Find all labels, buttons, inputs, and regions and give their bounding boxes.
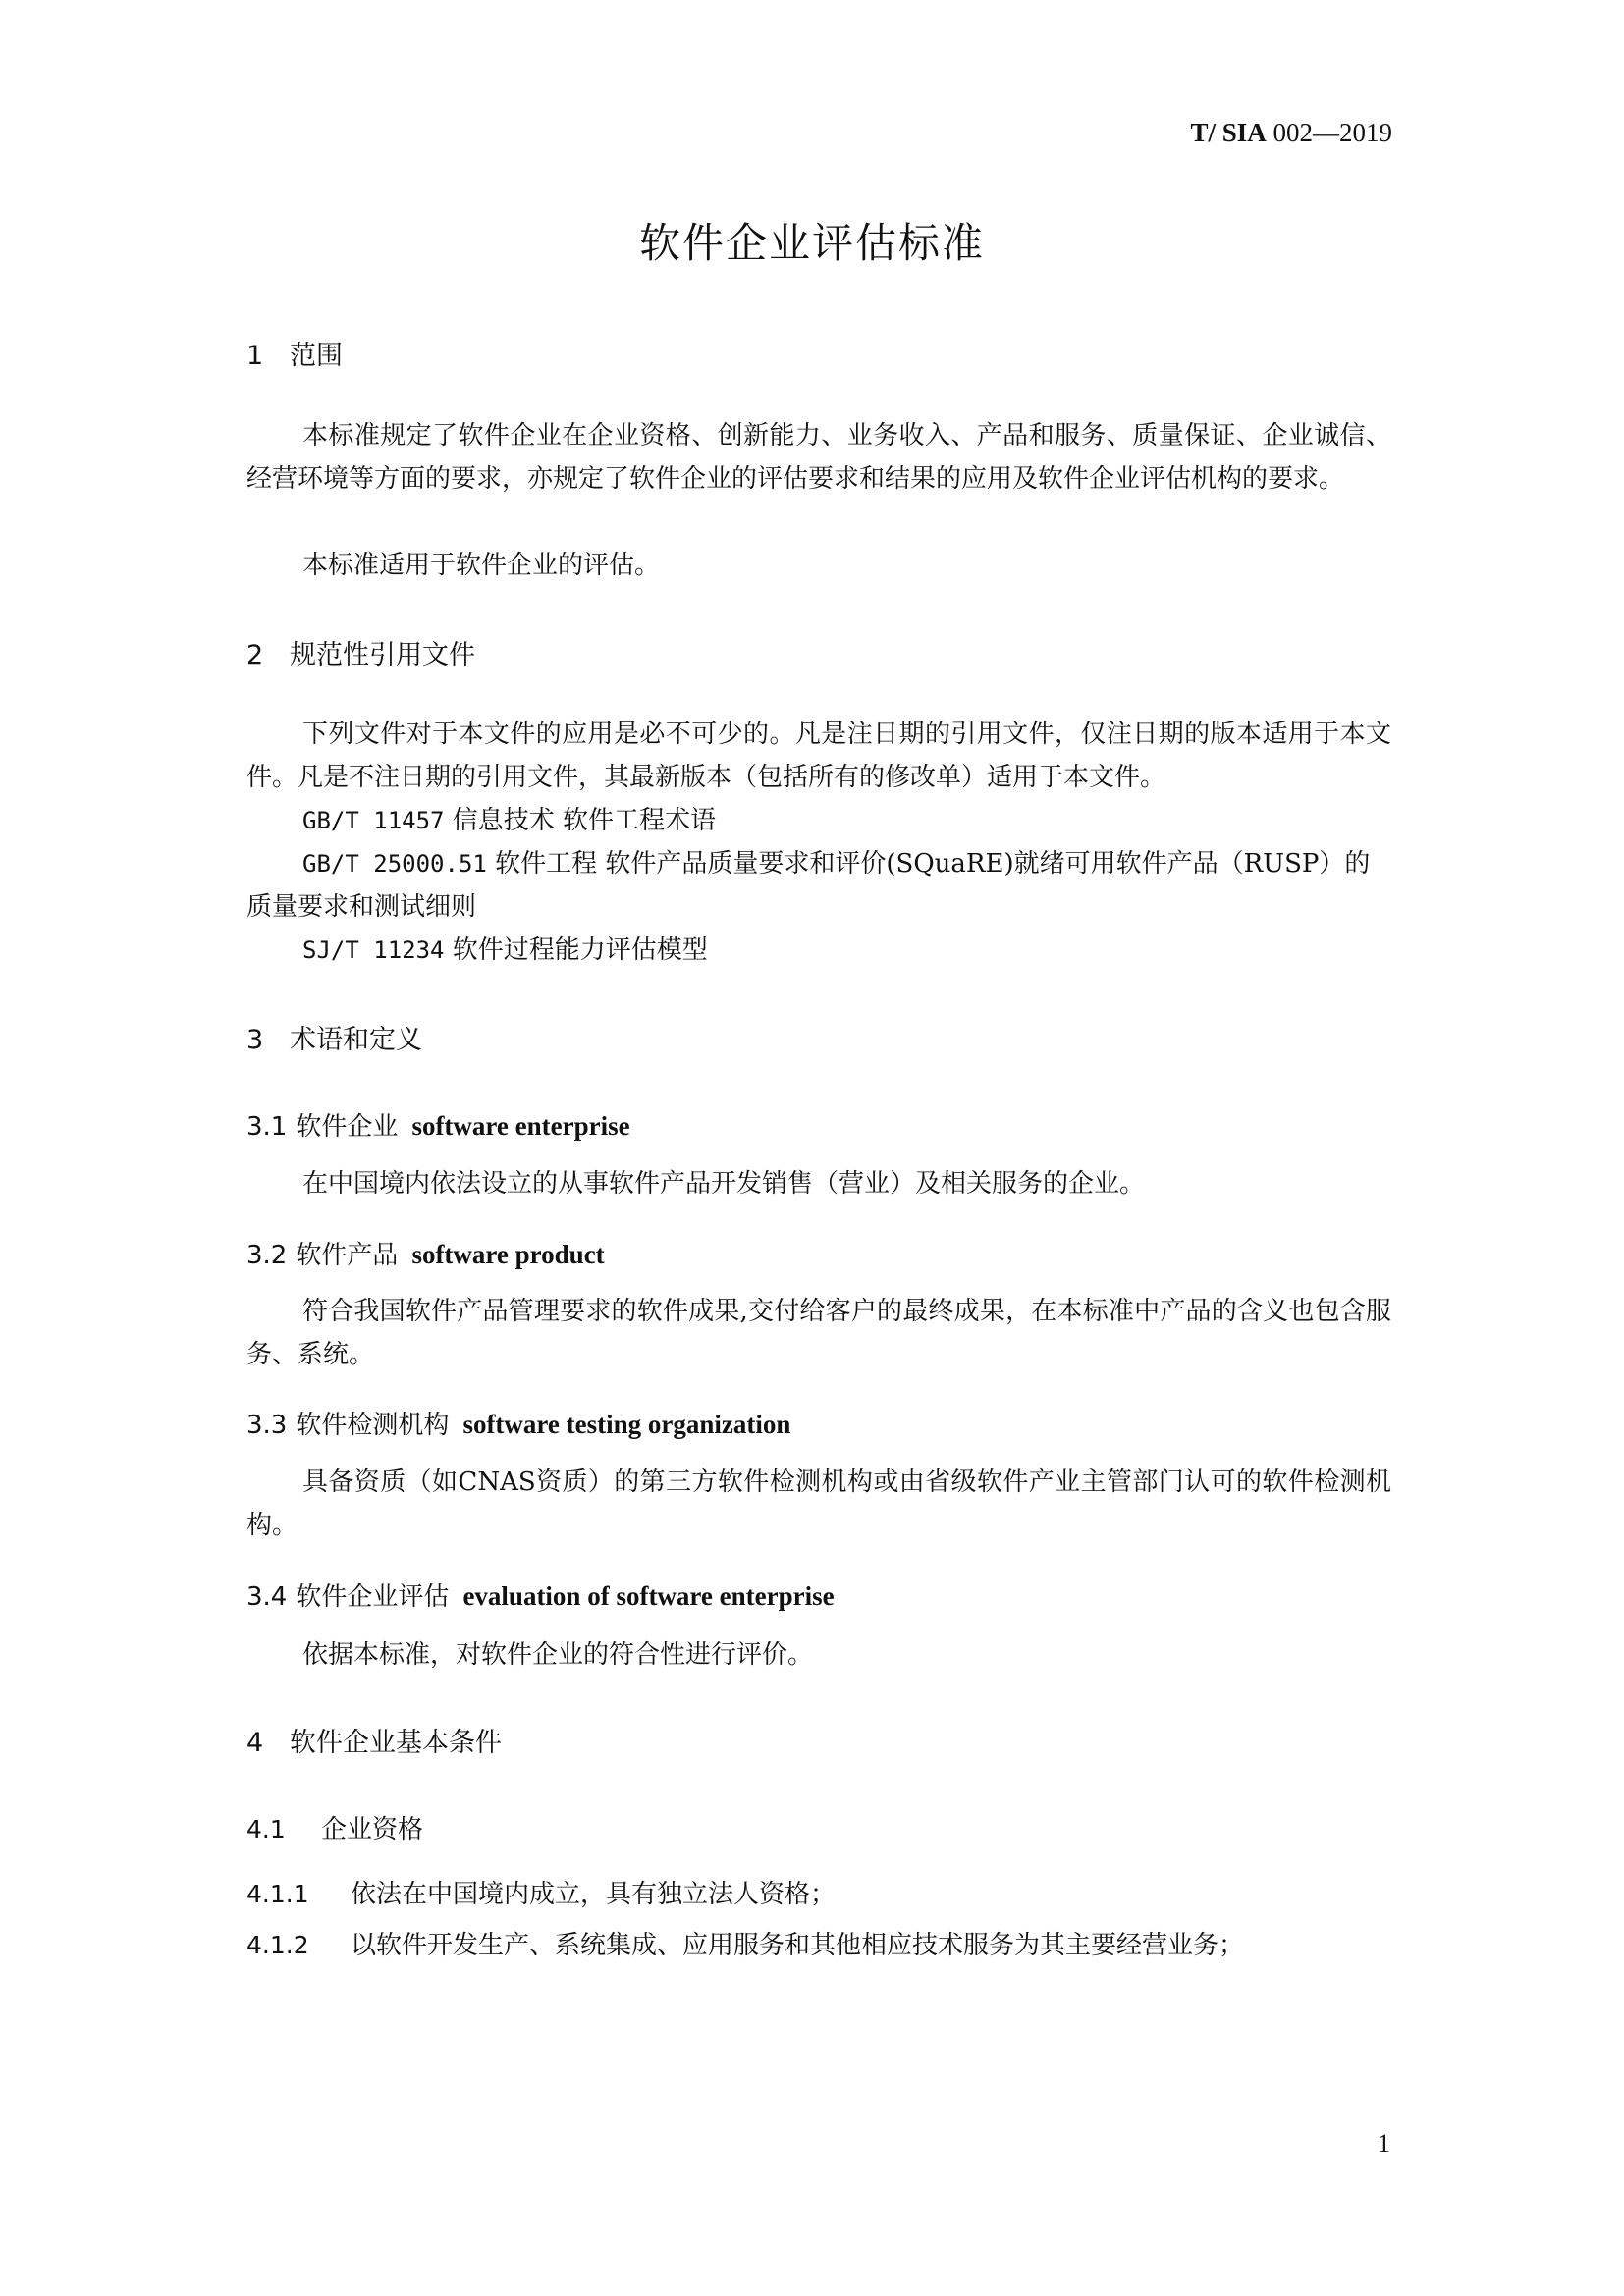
section-3-heading xyxy=(246,1018,1391,1056)
section-number: 1 xyxy=(246,341,264,371)
reference-title: 软件工程 软件产品质量要求和评价(SQuaRE)就绪可用软件产品（RUSP）的质量要求和测试细则 xyxy=(246,849,1371,922)
term-number: 3.2 xyxy=(246,1241,288,1270)
term-heading xyxy=(246,1576,1391,1613)
term-definition: 符合我国软件产品管理要求的软件成果,交付给客户的最终成果，在本标准中产品的含义也包含服务、系统。 xyxy=(246,1297,1391,1369)
term-chinese: 软件产品 xyxy=(296,1241,399,1270)
section-title: 范围 xyxy=(290,341,343,371)
clause-item xyxy=(246,1874,1391,1910)
term-definition: 依据本标准，对软件企业的符合性进行评价。 xyxy=(302,1640,814,1670)
section-2-para-1: 下列文件对于本文件的应用是必不可少的。凡是注日期的引用文件，仅注日期的版本适用于本文件。凡是不注日期的引用文件，其最新版本（包括所有的修改单）适用于本文件。 xyxy=(246,720,1391,792)
term-heading xyxy=(246,1106,1391,1143)
clause-text: 依法在中国境内成立，具有独立法人资格； xyxy=(351,1880,837,1909)
term-english: software enterprise xyxy=(411,1111,630,1141)
clause-text: 以软件开发生产、系统集成、应用服务和其他相应技术服务为其主要经营业务； xyxy=(351,1931,1245,1960)
subsection-number: 4.1 xyxy=(246,1815,286,1843)
reference-item xyxy=(246,799,1391,842)
standard-number: 002—2019 xyxy=(1266,118,1392,147)
section-number: 4 xyxy=(246,1728,264,1758)
reference-item xyxy=(246,929,1391,972)
term-heading xyxy=(246,1405,1391,1441)
term-definition: 具备资质（如CNAS资质）的第三方软件检测机构或由省级软件产业主管部门认可的软件检测机构。 xyxy=(246,1468,1391,1540)
reference-title: 信息技术 软件工程术语 xyxy=(444,806,717,835)
term-number: 3.4 xyxy=(246,1582,288,1612)
term-number: 3.3 xyxy=(246,1411,288,1440)
reference-item xyxy=(246,842,1391,929)
section-title: 规范性引用文件 xyxy=(290,640,475,670)
term-definition: 在中国境内依法设立的从事软件产品开发销售（营业）及相关服务的企业。 xyxy=(302,1169,1146,1199)
term-english: evaluation of software enterprise xyxy=(462,1581,835,1611)
section-1-para-1: 本标准规定了软件企业在企业资格、创新能力、业务收入、产品和服务、质量保证、企业诚信、经营环境等方面的要求，亦规定了软件企业的评估要求和结果的应用及软件企业评估机构的要求。 xyxy=(246,421,1391,494)
standard-code xyxy=(1190,118,1392,148)
standard-prefix: T/ SIA xyxy=(1190,118,1267,147)
document-title: 软件企业评估标准 xyxy=(638,219,985,267)
term-english: software product xyxy=(411,1240,605,1269)
section-2-heading xyxy=(246,633,1391,671)
section-title: 术语和定义 xyxy=(290,1025,422,1055)
clause-number: 4.1.1 xyxy=(246,1880,309,1908)
clause-number: 4.1.2 xyxy=(246,1931,309,1959)
term-number: 3.1 xyxy=(246,1112,288,1142)
section-4-heading xyxy=(246,1721,1391,1759)
section-1-heading xyxy=(246,334,1391,372)
term-english: software testing organization xyxy=(462,1410,791,1439)
page-number: 1 xyxy=(1378,2129,1390,2158)
section-title: 软件企业基本条件 xyxy=(290,1728,502,1758)
section-number: 2 xyxy=(246,640,264,670)
reference-code: GB/T 25000.51 xyxy=(302,850,487,878)
term-chinese: 软件企业评估 xyxy=(296,1582,450,1612)
reference-code: SJ/T 11234 xyxy=(302,936,445,964)
reference-code: GB/T 11457 xyxy=(302,807,445,834)
subsection-4-1-heading xyxy=(246,1809,1391,1845)
clause-item xyxy=(246,1925,1391,1961)
term-chinese: 软件检测机构 xyxy=(296,1411,450,1440)
subsection-title: 企业资格 xyxy=(321,1815,424,1844)
term-heading xyxy=(246,1235,1391,1271)
section-number: 3 xyxy=(246,1025,264,1055)
section-1-para-2: 本标准适用于软件企业的评估。 xyxy=(302,551,661,580)
term-chinese: 软件企业 xyxy=(296,1112,399,1142)
reference-title: 软件过程能力评估模型 xyxy=(444,935,708,965)
